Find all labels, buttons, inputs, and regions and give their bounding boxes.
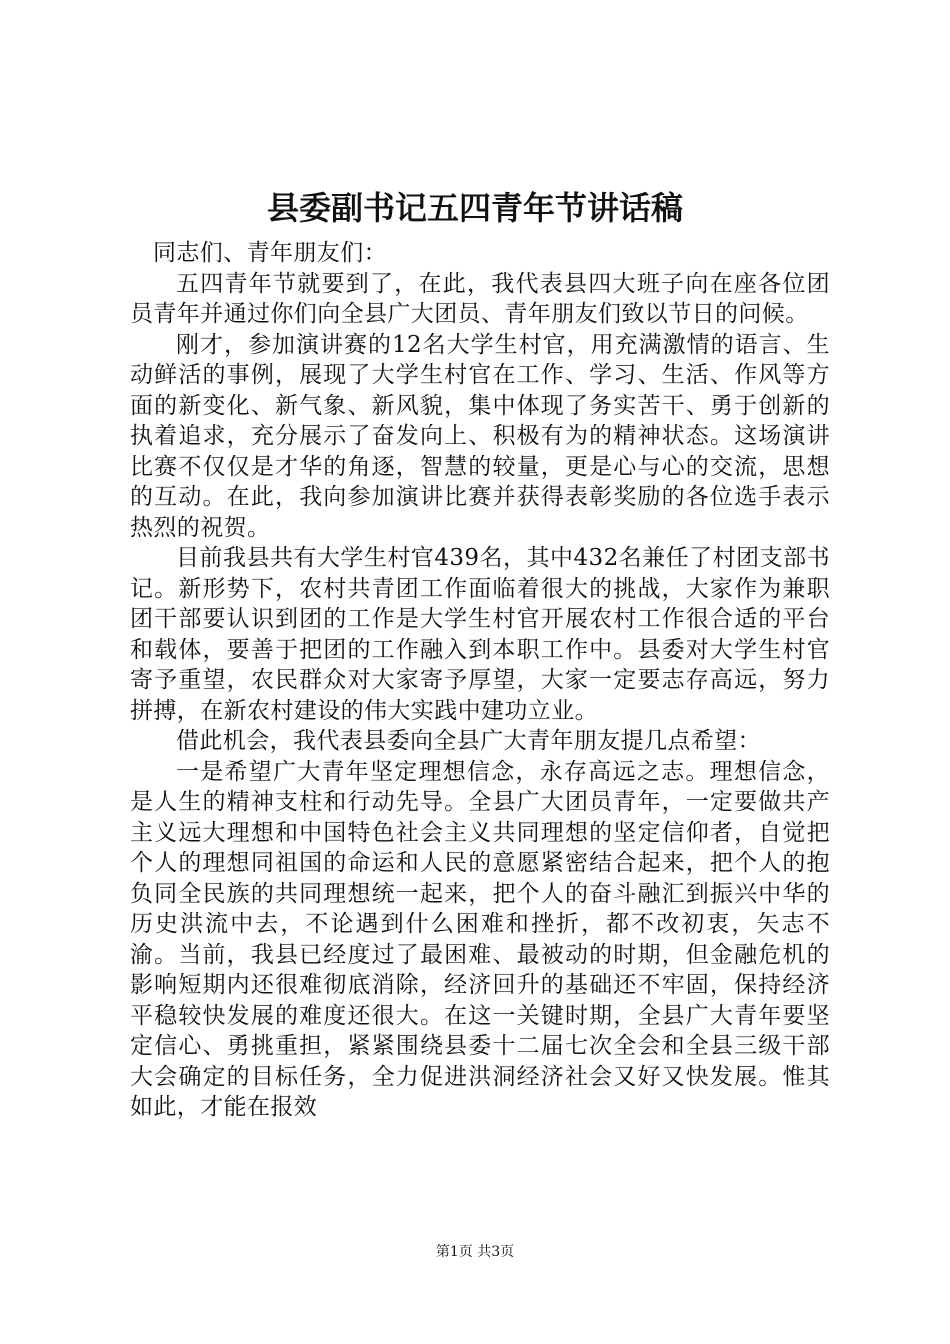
speech-contest-paragraph: 刚才，参加演讲赛的12名大学生村官，用充满激情的语言、生动鲜活的事例，展现了大学生村官在工作、学习、生活、作风等方面的新变化、新气象、新风貌，集中体现了务实苦干、勇于创新的执着追求，充分展示了奋发向上、积极有为的精神状态。这场演讲比赛不仅仅是才华的角逐，智慧的较量，更是心与心的交流，思想的互动。在此，我向参加演讲比赛并获得表彰奖励的各位选手表示热烈的祝贺。	[130, 331, 830, 541]
first-hope-paragraph: 一是希望广大青年坚定理想信念，永存高远之志。理想信念，是人生的精神支柱和行动先导。全县广大团员青年，一定要做共产主义远大理想和中国特色社会主义共同理想的坚定信仰者，自觉把个人的理想同祖国的命运和人民的意愿紧密结合起来，把个人的抱负同全民族的共同理想统一起来，把个人的奋斗融汇到振兴中华的历史洪流中去，不论遇到什么困难和挫折，都不改初衷，矢志不渝。当前，我县已经度过了最困难、最被动的时期，但金融危机的影响短期内还很难彻底消除，经济回升的基础还不牢固，保持经济平稳较快发展的难度还很大。在这一关键时期，全县广大青年要坚定信心、勇挑重担，紧紧围绕县委十二届七次全会和全县三级干部大会确定的目标任务，全力促进洪洞经济社会又好又快发展。惟其如此，才能在报效	[130, 758, 830, 1120]
document-title: 县委副书记五四青年节讲话稿	[266, 189, 683, 227]
page-footer: 第1页 共3页	[435, 1244, 515, 1260]
document-body	[130, 238, 830, 1123]
village-officials-paragraph: 目前我县共有大学生村官439名，其中432名兼任了村团支部书记。新形势下，农村共青团工作面临着很大的挑战，大家作为兼职团干部要认识到团的工作是大学生村官开展农村工作很合适的平台和载体，要善于把团的工作融入到本职工作中。县委对大学生村官寄予重望，农民群众对大家寄予厚望，大家一定要志存高远，努力拼搏，在新农村建设的伟大实践中建功立业。	[130, 545, 830, 724]
salutation-paragraph: 同志们、青年朋友们：	[153, 240, 387, 266]
greeting-paragraph: 五四青年节就要到了，在此，我代表县四大班子向在座各位团员青年并通过你们向全县广大团员、青年朋友们致以节日的问候。	[130, 270, 830, 327]
hopes-intro-paragraph: 借此机会，我代表县委向全县广大青年朋友提几点希望：	[176, 728, 761, 754]
